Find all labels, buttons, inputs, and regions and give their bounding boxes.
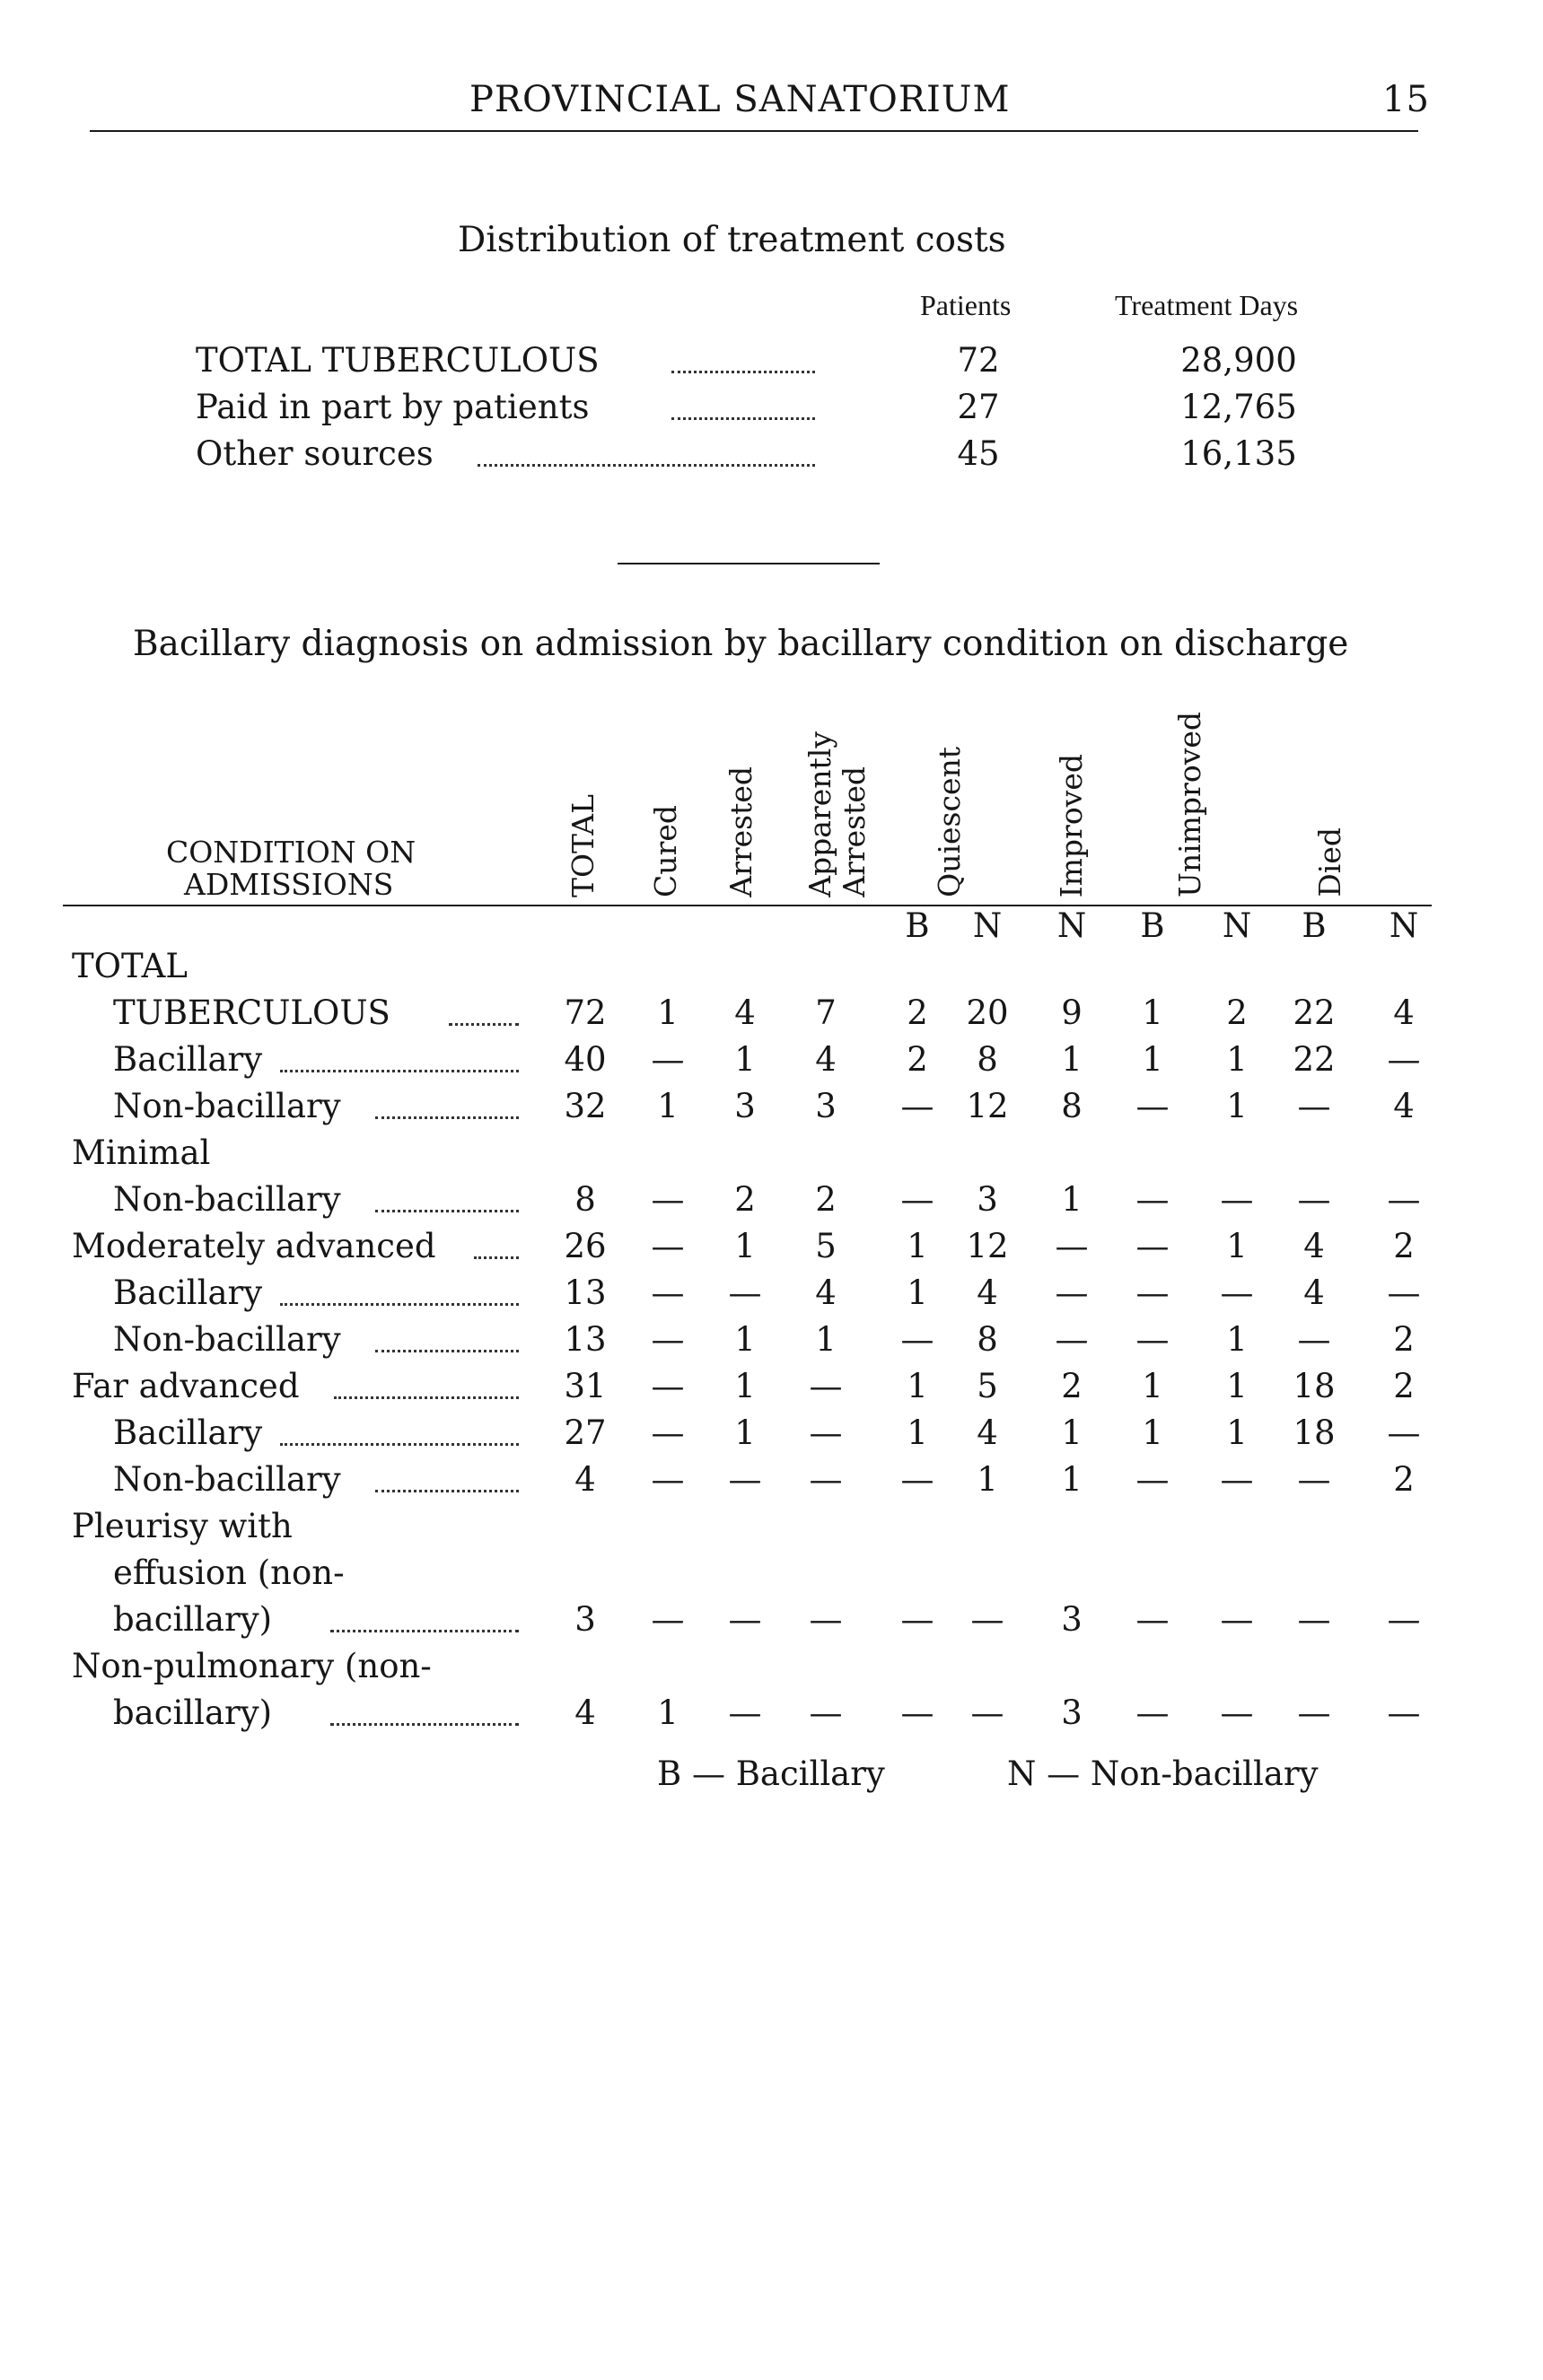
costs-title: Distribution of treatment costs	[458, 220, 1006, 260]
table-cell: —	[1297, 1320, 1331, 1359]
table-cell: 4	[815, 1040, 837, 1079]
table-cell: —	[1135, 1087, 1170, 1125]
table-cell: 2	[1393, 1227, 1415, 1265]
table-cell: 26	[564, 1227, 607, 1265]
table-cell: 31	[564, 1367, 607, 1405]
table-cell: 1	[734, 1040, 756, 1079]
col-head-died: Died	[1312, 827, 1347, 897]
col-head-apparently: Apparently	[802, 731, 837, 897]
table-cell: 2	[907, 1040, 928, 1079]
sub-head: N	[1222, 906, 1252, 945]
table-cell: 1	[734, 1227, 756, 1265]
table-cell: 4	[1303, 1227, 1325, 1265]
section-divider	[618, 563, 880, 564]
condition-head-line2: ADMISSIONS	[184, 867, 394, 902]
table-cell: 4	[1393, 993, 1415, 1032]
row-label: bacillary)	[113, 1693, 273, 1732]
leader-dots	[280, 1443, 519, 1446]
leader-dots	[478, 464, 815, 467]
col-head-total: TOTAL	[565, 793, 601, 897]
row-label: Non-bacillary	[113, 1180, 341, 1219]
table-cell: 1	[1061, 1460, 1083, 1499]
table-cell: —	[809, 1413, 843, 1452]
row-label: effusion (non-	[113, 1553, 345, 1592]
running-head: PROVINCIAL SANATORIUM	[469, 79, 1011, 120]
col-head-quiescent: Quiescent	[932, 747, 967, 897]
table-cell: —	[1135, 1600, 1170, 1639]
table-cell: 3	[1061, 1693, 1083, 1732]
table-cell: —	[1387, 1040, 1421, 1079]
table-cell: 1	[1226, 1367, 1248, 1405]
table-cell: 4	[574, 1693, 596, 1732]
table-cell: 9	[1061, 993, 1083, 1032]
table-cell: —	[1387, 1693, 1421, 1732]
table-cell: 2	[815, 1180, 837, 1219]
table-cell: —	[1135, 1273, 1170, 1312]
table-cell: 1	[1061, 1180, 1083, 1219]
table-cell: 18	[1293, 1413, 1336, 1452]
table-cell: 8	[977, 1040, 998, 1079]
row-label: Bacillary	[113, 1040, 263, 1079]
table-cell: —	[1055, 1273, 1089, 1312]
table-cell: 3	[574, 1600, 596, 1639]
row-label: TOTAL	[72, 947, 188, 985]
table-cell: 1	[734, 1367, 756, 1405]
table-cell: —	[1297, 1087, 1331, 1125]
table-cell: 4	[1393, 1087, 1415, 1125]
leader-dots	[375, 1490, 519, 1492]
table-cell: 2	[907, 993, 928, 1032]
table-cell: 1	[734, 1320, 756, 1359]
table-cell: 8	[574, 1180, 596, 1219]
table-cell: —	[1220, 1460, 1254, 1499]
page-number: 15	[1382, 79, 1430, 120]
table-cell: 1	[1226, 1320, 1248, 1359]
table-cell: 1	[1142, 1413, 1163, 1452]
leader-dots	[330, 1723, 519, 1726]
row-label: Paid in part by patients	[196, 388, 590, 426]
table-cell: 1	[1226, 1413, 1248, 1452]
table-cell: 1	[657, 1087, 679, 1125]
leader-dots	[280, 1303, 519, 1306]
row-label: Moderately advanced	[72, 1227, 436, 1265]
sub-head: N	[1389, 906, 1419, 945]
row-label: Far advanced	[72, 1367, 300, 1405]
table-cell: 3	[734, 1087, 756, 1125]
table-cell: 1	[1142, 1040, 1163, 1079]
patients-col-head: Patients	[920, 289, 1012, 321]
table-cell: 1	[907, 1273, 928, 1312]
table-cell: —	[728, 1600, 762, 1639]
table-cell: —	[809, 1600, 843, 1639]
table-cell: —	[1135, 1180, 1170, 1219]
table-cell: —	[1135, 1227, 1170, 1265]
table-cell: —	[900, 1600, 934, 1639]
row-label: bacillary)	[113, 1600, 273, 1639]
leader-dots	[375, 1350, 519, 1352]
table-cell: 2	[1393, 1367, 1415, 1405]
table-cell: 1	[977, 1460, 998, 1499]
table-cell: 5	[977, 1367, 998, 1405]
table-cell: 3	[1061, 1600, 1083, 1639]
table-cell: 1	[657, 1693, 679, 1732]
table-cell: —	[651, 1273, 685, 1312]
leader-dots	[280, 1070, 519, 1072]
table-cell: 4	[734, 993, 756, 1032]
table-cell: 72	[564, 993, 607, 1032]
table-cell: 1	[1142, 993, 1163, 1032]
table-cell: 1	[815, 1320, 837, 1359]
table-cell: —	[1220, 1600, 1254, 1639]
table-cell: —	[900, 1460, 934, 1499]
row-label: Non-bacillary	[113, 1320, 341, 1359]
table-cell: —	[809, 1460, 843, 1499]
table-cell: 2	[1226, 993, 1248, 1032]
table-cell: —	[651, 1320, 685, 1359]
table-cell: 4	[1303, 1273, 1325, 1312]
sub-head: N	[972, 906, 1003, 945]
table-cell: 20	[966, 993, 1009, 1032]
table-cell: 4	[815, 1273, 837, 1312]
days-value: 16,135	[1180, 434, 1297, 473]
leader-dots	[671, 417, 815, 420]
col-head-arrested-2: Arrested	[837, 766, 872, 897]
table-cell: 1	[1061, 1040, 1083, 1079]
table-cell: —	[900, 1180, 934, 1219]
table-cell: 1	[907, 1367, 928, 1405]
days-value: 28,900	[1180, 341, 1297, 380]
table-cell: —	[970, 1693, 1004, 1732]
leader-dots	[449, 1023, 519, 1026]
row-label: Minimal	[72, 1133, 211, 1172]
table-cell: 1	[657, 993, 679, 1032]
table-cell: —	[1135, 1460, 1170, 1499]
leader-dots	[334, 1396, 519, 1399]
table-cell: 5	[815, 1227, 837, 1265]
patients-value: 45	[957, 434, 1000, 473]
table-cell: —	[1135, 1693, 1170, 1732]
table-cell: 1	[1226, 1040, 1248, 1079]
table-cell: 1	[734, 1413, 756, 1452]
table-cell: —	[651, 1460, 685, 1499]
table-cell: —	[900, 1320, 934, 1359]
row-label: Non-bacillary	[113, 1460, 341, 1499]
leader-dots	[671, 371, 815, 373]
col-head-arrested: Arrested	[723, 766, 758, 897]
table-cell: 2	[734, 1180, 756, 1219]
table-cell: 22	[1293, 993, 1336, 1032]
row-label: Bacillary	[113, 1273, 263, 1312]
leader-dots	[330, 1630, 519, 1632]
row-label: Non-bacillary	[113, 1087, 341, 1125]
table-cell: —	[809, 1367, 843, 1405]
table-cell: 1	[1142, 1367, 1163, 1405]
table-cell: 1	[1226, 1087, 1248, 1125]
row-label: Bacillary	[113, 1413, 263, 1452]
leader-dots	[375, 1116, 519, 1119]
table-cell: 27	[564, 1413, 607, 1452]
table-cell: —	[900, 1693, 934, 1732]
table-cell: —	[651, 1367, 685, 1405]
table-cell: 3	[815, 1087, 837, 1125]
table-cell: 2	[1393, 1460, 1415, 1499]
table-cell: —	[728, 1460, 762, 1499]
condition-head-line1: CONDITION ON	[166, 835, 416, 870]
table-cell: —	[651, 1227, 685, 1265]
col-head-cured: Cured	[648, 805, 683, 897]
table-cell: 1	[907, 1413, 928, 1452]
table-cell: —	[1055, 1320, 1089, 1359]
table-cell: 4	[574, 1460, 596, 1499]
table-cell: 8	[977, 1320, 998, 1359]
table-cell: 12	[966, 1087, 1009, 1125]
table-cell: 2	[1061, 1367, 1083, 1405]
table-cell: 40	[564, 1040, 607, 1079]
table-cell: 2	[1393, 1320, 1415, 1359]
table-cell: 1	[907, 1227, 928, 1265]
sub-head: N	[1056, 906, 1087, 945]
table-cell: 7	[815, 993, 837, 1032]
row-label: Other sources	[196, 434, 434, 473]
table-cell: —	[651, 1040, 685, 1079]
table-cell: —	[1297, 1460, 1331, 1499]
sub-head: B	[905, 906, 930, 945]
table-cell: —	[900, 1087, 934, 1125]
sub-head: B	[1302, 906, 1327, 945]
table-cell: 4	[977, 1273, 998, 1312]
table-cell: 3	[977, 1180, 998, 1219]
table-title: Bacillary diagnosis on admission by bacillary condition on discharge	[133, 624, 1349, 664]
table-cell: —	[1387, 1413, 1421, 1452]
table-cell: —	[1220, 1273, 1254, 1312]
days-value: 12,765	[1180, 388, 1297, 426]
table-cell: —	[651, 1413, 685, 1452]
table-cell: 1	[1061, 1413, 1083, 1452]
patients-value: 27	[957, 388, 1000, 426]
table-cell: 13	[564, 1273, 607, 1312]
table-cell: 32	[564, 1087, 607, 1125]
table-cell: —	[1387, 1273, 1421, 1312]
leader-dots	[474, 1256, 519, 1259]
table-cell: 4	[977, 1413, 998, 1452]
table-cell: 13	[564, 1320, 607, 1359]
legend-non-bacillary: N — Non-bacillary	[1007, 1754, 1319, 1793]
table-cell: —	[809, 1693, 843, 1732]
row-label: Pleurisy with	[72, 1507, 293, 1545]
table-cell: —	[651, 1600, 685, 1639]
table-cell: —	[728, 1693, 762, 1732]
table-cell: —	[1387, 1600, 1421, 1639]
table-cell: —	[1387, 1180, 1421, 1219]
leader-dots	[375, 1210, 519, 1212]
table-cell: 1	[1226, 1227, 1248, 1265]
header-rule	[90, 130, 1418, 132]
row-label: Non-pulmonary (non-	[72, 1647, 432, 1685]
table-cell: —	[970, 1600, 1004, 1639]
table-cell: —	[1135, 1320, 1170, 1359]
col-head-unimproved: Unimproved	[1172, 712, 1207, 897]
days-col-head: Treatment Days	[1115, 289, 1299, 321]
table-cell: 22	[1293, 1040, 1336, 1079]
table-cell: —	[1297, 1180, 1331, 1219]
col-head-improved: Improved	[1054, 753, 1089, 897]
table-cell: 12	[966, 1227, 1009, 1265]
row-label: TUBERCULOUS	[113, 993, 390, 1032]
sub-head: B	[1140, 906, 1165, 945]
table-cell: —	[1220, 1693, 1254, 1732]
table-cell: —	[1297, 1693, 1331, 1732]
patients-value: 72	[957, 341, 1000, 380]
table-cell: 18	[1293, 1367, 1336, 1405]
table-cell: —	[1297, 1600, 1331, 1639]
table-cell: —	[651, 1180, 685, 1219]
legend-bacillary: B — Bacillary	[657, 1754, 885, 1793]
table-cell: 8	[1061, 1087, 1083, 1125]
table-cell: —	[1220, 1180, 1254, 1219]
table-cell: —	[1055, 1227, 1089, 1265]
column-headers	[0, 691, 1543, 897]
table-cell: —	[728, 1273, 762, 1312]
row-label: TOTAL TUBERCULOUS	[196, 341, 600, 380]
